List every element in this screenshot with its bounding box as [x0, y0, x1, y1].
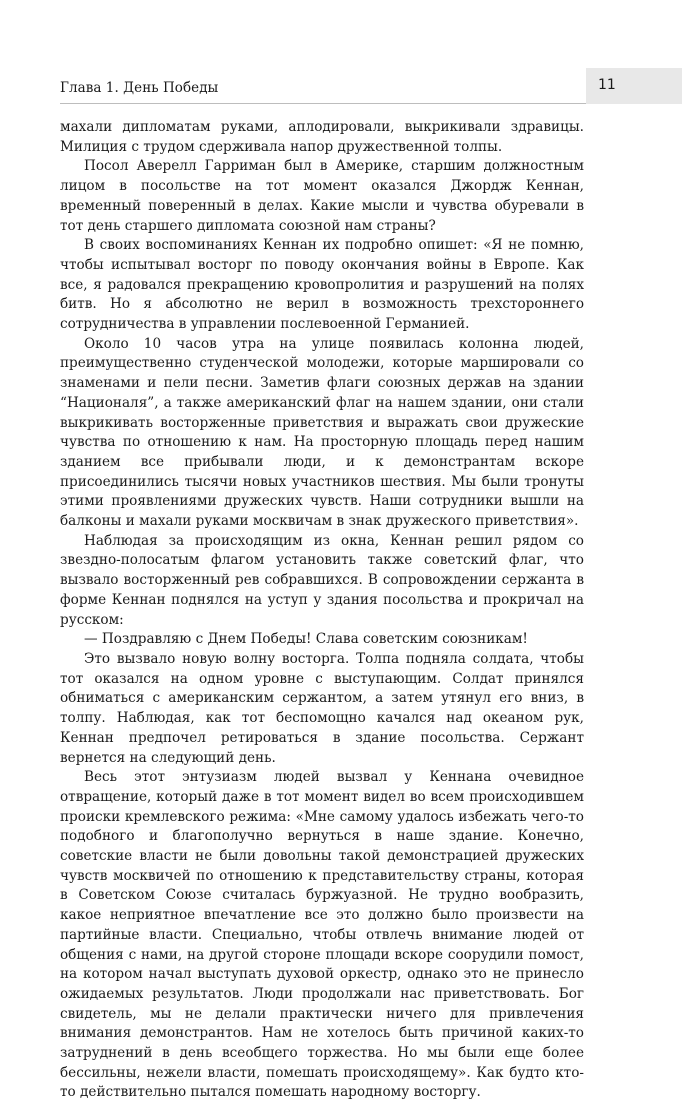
- paragraph: Наблюдая за происходящим из окна, Кеннан решил рядом со звездно-полосатым флагом установить также советский флаг, что вызвало восторженный рев собравшихся. В сопровождении сержанта в форме Кеннан поднялся на уступ у здания посольства и прокричал на русском:: [60, 532, 584, 628]
- paragraph: Около 10 часов утра на улице появилась колонна людей, преимущественно студенческой молодежи, которые маршировали со знаменами и пели песни. Заметив флаги союзных держав на здании “Националя”, а также американский флаг на нашем здании, они стали выкрикивать восторженные приветствия и выражать свои дружеские чувства по отношению к нам. На просторную площадь перед нашим зданием все прибывали люди, и к демонстрантам вскоре присоединились тысячи новых участников шествия. Мы были тронуты этими проявлениями дружеских чувств. Наши сотрудники вышли на балконы и махали руками москвичам в знак дружеского приветствия».: [60, 335, 584, 530]
- paragraph: Весь этот энтузиазм людей вызвал у Кеннана очевидное отвращение, который даже в тот момент видел во всем происходившем происки кремлевского режима: «Мне самому удалось избежать чего-то подобного и благополучно вернуться в наше здание. Конечно, советские власти не были довольны такой демонстрацией дружеских чувств москвичей по отношению к представительству страны, которая в Советском Союзе считалась буржуазной. Не трудно вообразить, какое неприятное впечатление все это должно было произвести на партийные власти. Специально, чтобы отвлечь внимание людей от общения с нами, на другой стороне площади вскоре соорудили помост, на котором начал выступать духовой оркестр, однако это не принесло ожидаемых результатов. Люди продолжали нас приветствовать. Бог свидетель, мы не делали практически ничего для привлечения внимания демонстрантов. Нам не хотелось быть причиной каких-то затруднений в день всеобщего торжества. Но мы были еще более бессильны, нежели власти, помешать происходящему». Как будто кто-то действительно пытался помешать народному восторгу.: [60, 769, 584, 1101]
- body-text: [60, 118, 584, 1103]
- dialogue-line: — Поздравляю с Днем Победы! Слава советским союзникам!: [84, 631, 528, 648]
- header-divider: [60, 103, 586, 104]
- page-number: 11: [598, 77, 616, 93]
- paragraph: махали дипломатам руками, аплодировали, выкрикивали здравицы. Милиция с трудом сдерживала напор дружественной толпы.: [60, 119, 584, 155]
- page-number-tab: [586, 68, 682, 104]
- paragraph: В своих воспоминаниях Кеннан их подробно опишет: «Я не помню, чтобы испытывал восторг по поводу окончания войны в Европе. Как все, я радовался прекращению кровопролития и разрушений на полях битв. Но я абсолютно не верил в возможность трехстороннего сотрудничества в управлении послевоенной Германией.: [60, 237, 584, 333]
- paragraph: Это вызвало новую волну восторга. Толпа подняла солдата, чтобы тот оказался на одном уровне с выступающим. Солдат принялся обниматься с американским сержантом, а затем утянул его вниз, в толпу. Наблюдая, как тот беспомощно качался над океаном рук, Кеннан предпочел ретироваться в здание посольства. Сержант вернется на следующий день.: [60, 650, 584, 766]
- paragraph: Посол Аверелл Гарриман был в Америке, старшим должностным лицом в посольстве на тот момент оказался Джордж Кеннан, временный поверенный в делах. Какие мысли и чувства обуревали в тот день старшего дипломата союзной нам страны?: [60, 158, 584, 234]
- running-header: Глава 1. День Победы: [60, 80, 219, 96]
